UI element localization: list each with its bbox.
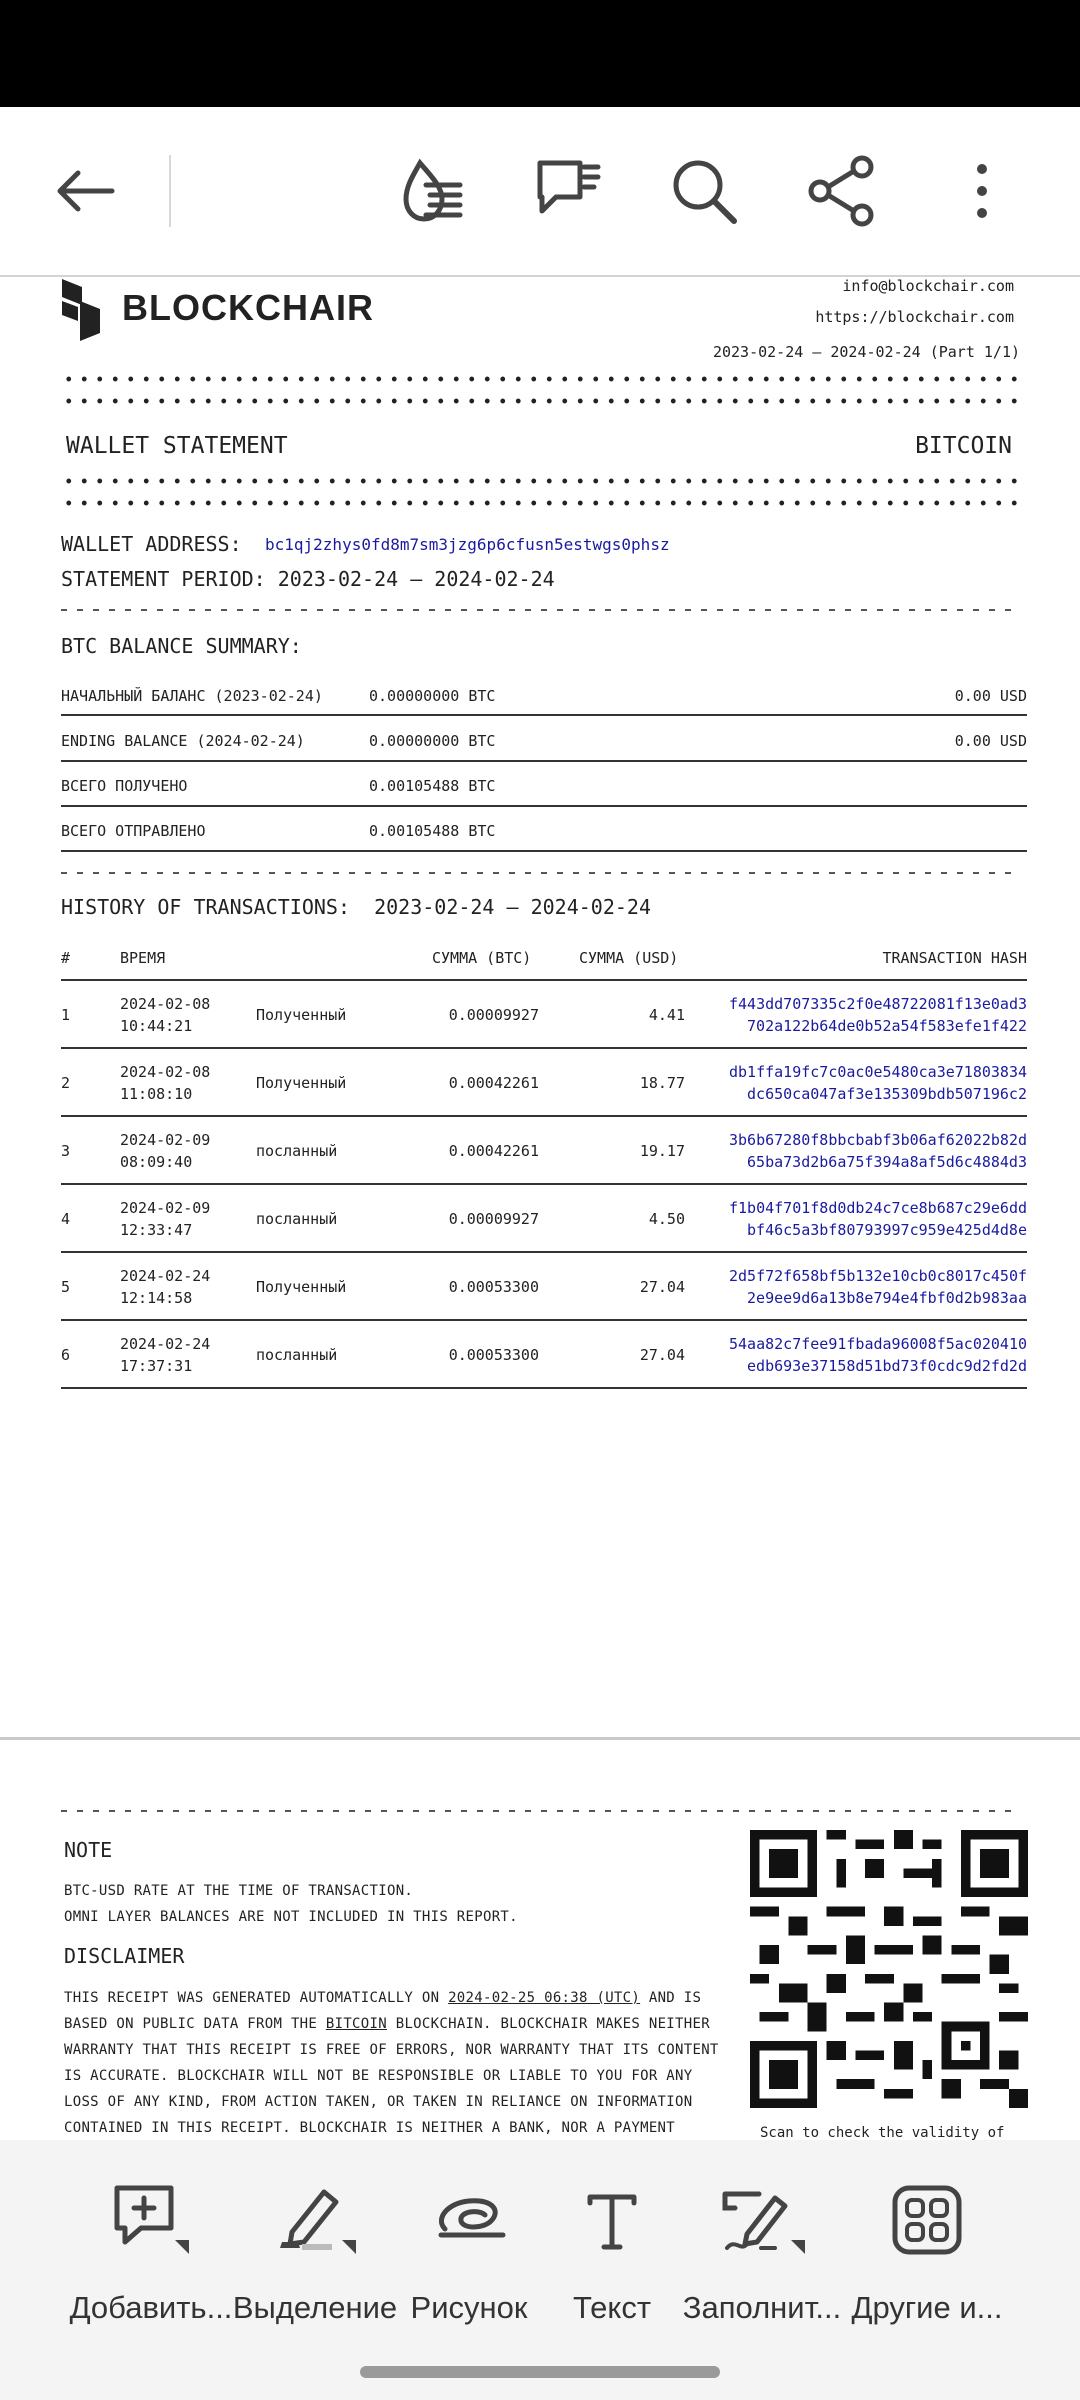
tx-btc: 0.00053300	[448, 1278, 539, 1296]
balance-summary-heading: BTC BALANCE SUMMARY:	[61, 634, 302, 658]
more-tools-button[interactable]	[842, 2170, 1012, 2340]
tx-number: 1	[61, 1006, 71, 1024]
tx-hash-link[interactable]: f443dd707335c2f0e48722081f13e0ad3	[728, 995, 1027, 1013]
history-heading: HISTORY OF TRANSACTIONS: 2023-02-24 — 2024-02-24	[61, 895, 652, 919]
row-line	[61, 1251, 1027, 1253]
row-line	[61, 1387, 1027, 1389]
tx-time: 11:08:10	[120, 1085, 193, 1103]
row-line	[61, 979, 1027, 981]
summary-btc: 0.00000000 BTC	[369, 732, 496, 750]
note-line: BTC-USD RATE AT THE TIME OF TRANSACTION.	[64, 1883, 414, 1899]
disclaimer-line: WARRANTY THAT THIS RECEIPT IS FREE OF ERRORS, NOR WARRANTY THAT ITS CONTENT	[64, 2042, 719, 2058]
statement-period: STATEMENT PERIOD: 2023-02-24 — 2024-02-24	[61, 567, 555, 591]
col-header-hash: TRANSACTION HASH	[882, 949, 1027, 967]
tool-label: Заполнит...	[682, 2290, 842, 2325]
summary-label: ВСЕГО ОТПРАВЛЕНО	[61, 822, 206, 840]
qr-caption: Scan to check the validity of	[760, 2125, 1005, 2140]
row-line	[61, 760, 1027, 762]
tool-label: Другие и...	[851, 2290, 1003, 2325]
tx-number: 2	[61, 1074, 71, 1092]
dash-divider	[61, 872, 1021, 874]
row-line	[61, 1115, 1027, 1117]
tx-usd: 4.41	[648, 1006, 685, 1024]
tx-number: 4	[61, 1210, 71, 1228]
tx-hash-link[interactable]: 2e9ee9d6a13b8e794e4fbf0d2b983aa	[747, 1289, 1027, 1307]
note-title: NOTE	[64, 1838, 113, 1862]
add-comment-icon	[66, 2180, 236, 2260]
tx-number: 6	[61, 1346, 71, 1364]
tx-hash-link[interactable]: db1ffa19fc7c0ac0e5480ca3e71803834	[728, 1063, 1027, 1081]
highlight-icon	[230, 2180, 400, 2260]
summary-usd: 0.00 USD	[954, 687, 1027, 705]
tx-time: 12:33:47	[120, 1221, 193, 1239]
note-line: OMNI LAYER BALANCES ARE NOT INCLUDED IN THIS REPORT.	[64, 1909, 518, 1925]
tx-usd: 27.04	[639, 1278, 685, 1296]
tx-date: 2024-02-08	[120, 1063, 211, 1081]
tx-usd: 27.04	[639, 1346, 685, 1364]
tx-hash-link[interactable]: edb693e37158d51bd73f0cdc9d2fd2d	[747, 1357, 1027, 1375]
share-icon[interactable]	[800, 149, 884, 233]
tx-date: 2024-02-09	[120, 1199, 211, 1217]
disclaimer-line: IS ACCURATE. BLOCKCHAIR WILL NOT BE RESPONSIBLE OR LIABLE TO YOU FOR ANY	[64, 2068, 693, 2084]
contact-email[interactable]: info@blockchair.com	[842, 277, 1014, 295]
comments-icon[interactable]	[526, 149, 610, 233]
star-divider	[61, 473, 1021, 489]
tx-type: посланный	[256, 1210, 338, 1228]
tx-date: 2024-02-09	[120, 1131, 211, 1149]
tx-date: 2024-02-24	[120, 1335, 211, 1353]
summary-btc: 0.00000000 BTC	[369, 687, 496, 705]
col-header-time: ВРЕМЯ	[120, 949, 166, 967]
summary-label: НАЧАЛЬНЫЙ БАЛАНС (2023-02-24)	[61, 687, 323, 705]
wallet-address-label: WALLET ADDRESS:	[61, 532, 242, 556]
tool-label: Рисунок	[410, 2290, 528, 2325]
tx-usd: 18.77	[639, 1074, 685, 1092]
row-line	[61, 805, 1027, 807]
row-line	[61, 1047, 1027, 1049]
text-icon	[527, 2180, 697, 2260]
tx-btc: 0.00042261	[448, 1074, 539, 1092]
tx-type: Полученный	[256, 1074, 347, 1092]
tx-time: 17:37:31	[120, 1357, 193, 1375]
summary-usd: 0.00 USD	[954, 732, 1027, 750]
report-range: 2023-02-24 — 2024-02-24 (Part 1/1)	[712, 343, 1020, 361]
tx-number: 3	[61, 1142, 71, 1160]
qr-code-icon[interactable]	[750, 1830, 1028, 2108]
summary-btc: 0.00105488 BTC	[369, 777, 496, 795]
summary-label: ВСЕГО ПОЛУЧЕНО	[61, 777, 188, 795]
home-indicator[interactable]	[360, 2366, 720, 2378]
back-arrow-icon[interactable]	[42, 149, 126, 233]
toolbar-divider	[169, 155, 171, 227]
tx-hash-link[interactable]: 54aa82c7fee91fbada96008f5ac020410	[728, 1335, 1027, 1353]
dash-divider	[61, 609, 1021, 611]
tx-type: Полученный	[256, 1006, 347, 1024]
star-divider	[61, 393, 1021, 409]
row-line	[61, 850, 1027, 852]
reading-mode-icon[interactable]	[390, 149, 474, 233]
tx-time: 08:09:40	[120, 1153, 193, 1171]
tx-btc: 0.00042261	[448, 1142, 539, 1160]
tool-label: Добавить...	[69, 2290, 233, 2325]
col-header-num: #	[61, 949, 71, 967]
tx-date: 2024-02-08	[120, 995, 211, 1013]
document-page-2	[0, 1740, 1080, 2140]
more-icon[interactable]	[940, 149, 1024, 233]
row-line	[61, 1319, 1027, 1321]
disclaimer-line: LOSS OF ANY KIND, FROM ACTION TAKEN, OR TAKEN IN RELIANCE ON INFORMATION	[64, 2094, 693, 2110]
more-tools-icon	[842, 2180, 1012, 2260]
tx-hash-link[interactable]: f1b04f701f8d0db24c7ce8b687c29e6dd	[728, 1199, 1027, 1217]
tx-hash-link[interactable]: 2d5f72f658bf5b132e10cb0c8017c450f	[728, 1267, 1027, 1285]
contact-website[interactable]: https://blockchair.com	[815, 308, 1014, 326]
search-icon[interactable]	[662, 149, 746, 233]
tx-usd: 4.50	[648, 1210, 685, 1228]
tx-hash-link[interactable]: 3b6b67280f8bbcbabf3b06af62022b82d	[728, 1131, 1027, 1149]
tx-btc: 0.00009927	[448, 1006, 539, 1024]
bottom-tools-bar	[0, 2140, 1080, 2350]
col-header-usd: СУММА (USD)	[579, 949, 679, 967]
statement-title: WALLET STATEMENT	[66, 433, 288, 459]
tool-label: Текст	[572, 2290, 652, 2325]
row-line	[61, 1183, 1027, 1185]
tx-type: посланный	[256, 1346, 338, 1364]
tx-time: 10:44:21	[120, 1017, 193, 1035]
tool-label: Выделение	[232, 2290, 398, 2325]
star-divider	[61, 495, 1021, 511]
tx-usd: 19.17	[639, 1142, 685, 1160]
disclaimer-line: CONTAINED IN THIS RECEIPT. BLOCKCHAIR IS NEITHER A BANK, NOR A PAYMENT	[64, 2120, 676, 2136]
brand-name: BLOCKCHAIR	[122, 287, 374, 328]
fill-sign-icon	[677, 2180, 847, 2260]
tx-number: 5	[61, 1278, 71, 1296]
blockchair-logo-icon	[60, 277, 102, 348]
tx-type: посланный	[256, 1142, 338, 1160]
tx-hash-link[interactable]: dc650ca047af3e135309bdb507196c2	[747, 1085, 1027, 1103]
disclaimer-line: THIS RECEIPT WAS GENERATED AUTOMATICALLY ON 2024-02-25 06:38 (UTC) AND IS	[64, 1990, 702, 2006]
tx-btc: 0.00053300	[448, 1346, 539, 1364]
disclaimer-line: BASED ON PUBLIC DATA FROM THE BITCOIN BLOCKCHAIN. BLOCKCHAIR MAKES NEITHER	[64, 2016, 710, 2032]
disclaimer-title: DISCLAIMER	[64, 1944, 185, 1968]
tx-hash-link[interactable]: bf46c5a3bf80793997c959e425d4d8e	[747, 1221, 1027, 1239]
star-divider	[61, 371, 1021, 387]
tx-hash-link[interactable]: 702a122b64de0b52a54f583efe1f422	[747, 1017, 1027, 1035]
tx-btc: 0.00009927	[448, 1210, 539, 1228]
tx-time: 12:14:58	[120, 1289, 193, 1307]
tx-hash-link[interactable]: 65ba73d2b6a75f394a8af5d6c4884d3	[747, 1153, 1027, 1171]
document-page	[0, 277, 1080, 1737]
summary-label: ENDING BALANCE (2024-02-24)	[61, 732, 305, 750]
col-header-btc: СУММА (BTC)	[432, 949, 532, 967]
wallet-address-link[interactable]: bc1qj2zhys0fd8m7sm3jzg6p6cfusn5estwgs0phsz	[265, 535, 670, 554]
top-toolbar	[0, 107, 1080, 275]
tx-date: 2024-02-24	[120, 1267, 211, 1285]
status-bar	[0, 0, 1080, 107]
tx-type: Полученный	[256, 1278, 347, 1296]
row-line	[61, 714, 1027, 716]
statement-chain: BITCOIN	[915, 433, 1012, 459]
summary-btc: 0.00105488 BTC	[369, 822, 496, 840]
dash-divider	[61, 1810, 1021, 1812]
